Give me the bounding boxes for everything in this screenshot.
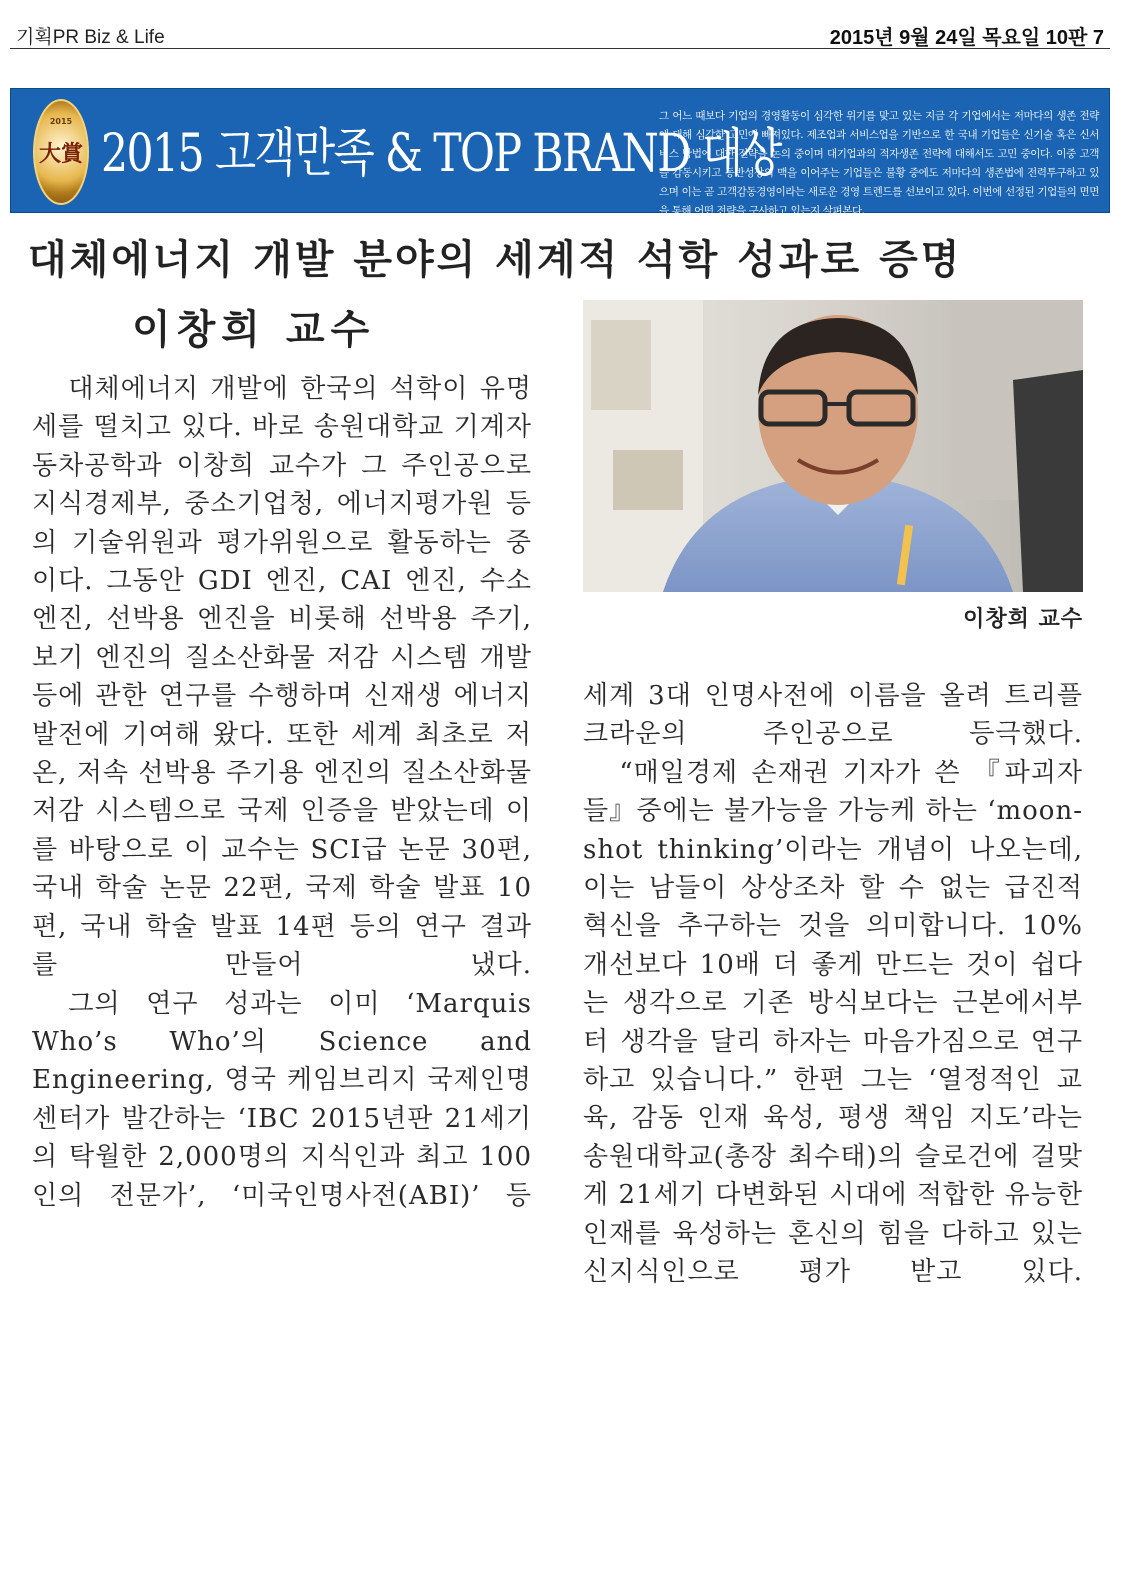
- paragraph: “매일경제 손재권 기자가 쓴 『파괴자들』중에는 불가능을 가능케 하는 ‘moon-shot thinking’이라는 개념이 나오는데, 이는 남들이 상상조차 할 수 없는 급진적 혁신을 추구하는 것을 의미합니다. 10% 개선보다 10배 더 좋게 만드는 것이 쉽다는 생각으로 기존 방식보다는 근본에서부터 생각을 달리 하자는 마음가짐으로 연구하고 있습니다.” 한편 그는 ‘열정적인 교육, 감동 인재 육성, 평생 책임 지도’라는 송원대학교(총장 최수태)의 슬로건에 걸맞게 21세기 다변화된 시대에 적합한 유능한 인재를 육성하는 혼신의 힘을 다하고 있는 신지식인으로 평가 받고 있다.: [583, 757, 1083, 1288]
- banner-description: 그 어느 때보다 기업의 경영활동이 심각한 위기를 맞고 있는 지금 각 기업에서는 저마다의 생존 전략에 대해 심각한 고민에 빠져있다. 제조업과 서비스업을 기반으로 한 국내 기업들은 신기술 혹은 신서비스 방법에 대한 전략을 논의 중이며 대기업과의 적자생존 전략에 대해서도 고민 중이다. 이중 고객을 감동시키고 동반성장의 맥을 이어주는 기업들은 불황 중에도 저마다의 생존법에 전력투구하고 있으며 이는 곧 고객감동경영이라는 새로운 경영 트렌드를 선보이고 있다. 이번에 선정된 기업들의 면면을 통해 어떤 전략을 구사하고 있는지 살펴본다.: [659, 110, 1099, 217]
- article-left-column: [32, 370, 532, 1580]
- award-banner: [10, 88, 1110, 217]
- article-right-column: [583, 677, 1083, 1557]
- paragraph: 그의 연구 성과는 이미 ‘Marquis Who’s Who’의 Science and Engineering, 영국 케임브리지 국제인명센터가 발간하는 ‘IBC 2015년판 21세기의 탁월한 2,000명의 지식인과 최고 100인의 전문가’, ‘미국인명사전(ABI)’ 등: [32, 988, 532, 1211]
- paragraph: 세계 3대 인명사전에 이름을 올려 트리플 크라운의 주인공으로 등극했다.: [583, 681, 1083, 750]
- seal-text: 大賞: [38, 141, 83, 167]
- article-headline: 대체에너지 개발 분야의 세계적 석학 성과로 증명: [28, 237, 963, 283]
- paragraph: 대체에너지 개발에 한국의 석학이 유명세를 떨치고 있다. 바로 송원대학교 기계자동차공학과 이창희 교수가 그 주인공으로 지식경제부, 중소기업청, 에너지평가원 등의 기술위원과 평가위원으로 활동하는 중이다. 그동안 GDI 엔진, CAI 엔진, 수소 엔진, 선박용 엔진을 비롯해 선박용 주기, 보기 엔진의 질소산화물 저감 시스템 개발 등에 관한 연구를 수행하며 신재생 에너지 발전에 기여해 왔다. 또한 세계 최초로 저온, 저속 선박용 주기용 엔진의 질소산화물 저감 시스템으로 국제 인증을 받았는데 이를 바탕으로 이 교수는 SCI급 논문 30편, 국내 학술 논문 22편, 국제 학술 발표 10편, 국내 학술 발표 14편 등의 연구 결과를 만들어 냈다.: [32, 374, 532, 981]
- portrait-illustration: [583, 300, 1083, 592]
- page-header: [10, 18, 1110, 49]
- award-seal-icon: 2015 大賞: [33, 99, 89, 205]
- issue-date: 2015년 9월 24일 목요일 10판 7: [829, 27, 1104, 49]
- photo-caption: 이창희 교수: [963, 607, 1083, 632]
- article-subject: 이창희 교수: [132, 307, 376, 353]
- portrait-photo: [583, 300, 1083, 592]
- section-label: 기획PR Biz & Life: [16, 27, 165, 48]
- banner-title: 2015 고객만족 & TOP BRAND 대상: [101, 124, 781, 184]
